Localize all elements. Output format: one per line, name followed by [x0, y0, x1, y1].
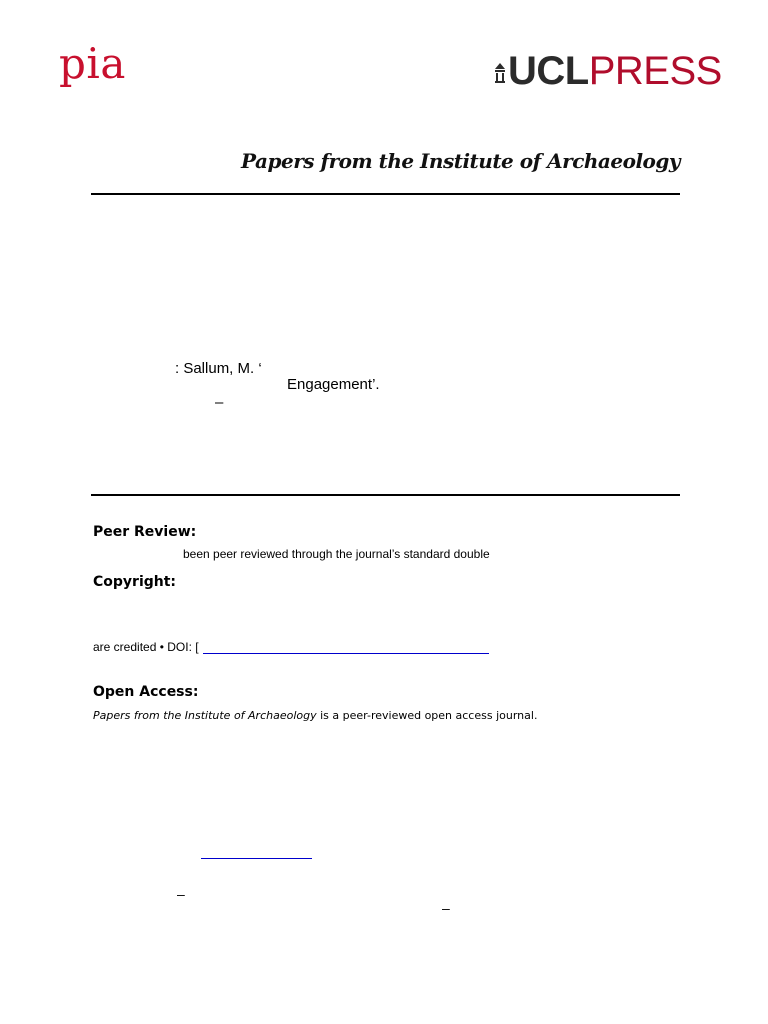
footer-dash-1: –	[177, 886, 185, 902]
ucl-portico-icon	[494, 59, 506, 83]
peer-review-text: been peer reviewed through the journal’s standard double	[183, 547, 490, 561]
open-access-heading: Open Access:	[93, 684, 199, 700]
citation-divider	[91, 494, 680, 496]
footer-dash-2: –	[442, 900, 450, 916]
journal-name-italic: Papers from the Institute of Archaeology	[93, 709, 317, 722]
header-divider	[91, 193, 680, 195]
doi-link[interactable]	[203, 653, 489, 654]
journal-title: Papers from the Institute of Archaeology	[241, 149, 680, 173]
citation-line-1: : Sallum, M. ‘	[175, 360, 262, 377]
citation-line-3: –	[215, 394, 224, 411]
pia-logo: pia	[59, 39, 126, 88]
open-access-text	[93, 708, 537, 723]
footer-link[interactable]	[201, 858, 312, 859]
peer-review-heading: Peer Review:	[93, 524, 197, 540]
ucl-logo-text: UCL	[508, 49, 589, 93]
doi-text: are credited • DOI: [	[93, 640, 199, 654]
copyright-heading: Copyright:	[93, 574, 177, 590]
press-logo-text: PRESS	[588, 49, 722, 93]
ucl-press-logo	[494, 50, 722, 92]
citation-line-2: Engagement’.	[287, 376, 380, 393]
open-access-sentence: is a peer-reviewed open access journal.	[316, 709, 538, 722]
